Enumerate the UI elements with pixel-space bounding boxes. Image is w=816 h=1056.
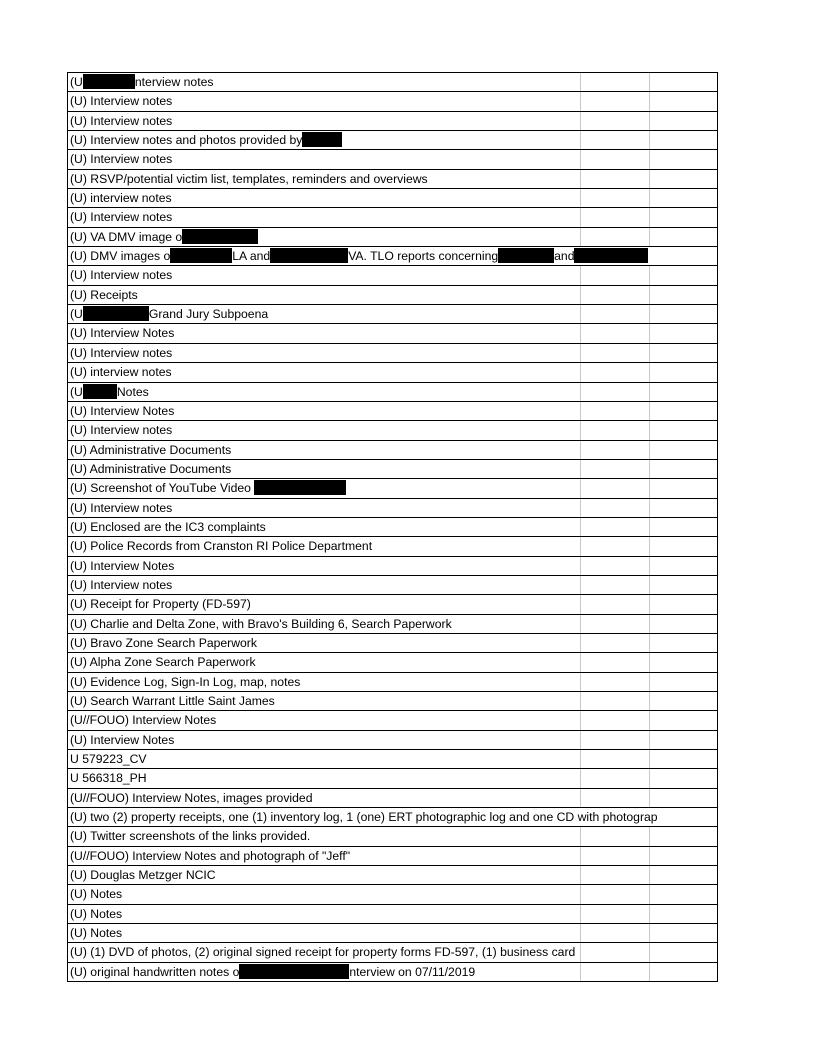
empty-cell (650, 499, 717, 517)
cell-text: (U) Enclosed are the IC3 complaints (70, 519, 266, 534)
empty-cell (581, 421, 650, 439)
empty-cell (581, 905, 650, 923)
cell-text: (U) Receipt for Property (FD-597) (70, 597, 251, 612)
cell-text: (U) interview notes (70, 191, 172, 206)
redaction-block (83, 74, 135, 89)
description-cell (68, 943, 581, 961)
empty-cell (581, 441, 650, 459)
empty-cell (650, 692, 717, 710)
description-cell (68, 885, 581, 903)
cell-text: (U) Interview notes (70, 423, 173, 438)
empty-cell (650, 750, 717, 768)
description-cell (68, 615, 581, 633)
table-row (68, 208, 717, 227)
description-cell (68, 286, 581, 304)
table-row (68, 305, 717, 324)
description-cell (68, 344, 581, 362)
description-cell (68, 653, 581, 671)
table-row (68, 827, 717, 846)
empty-cell (650, 266, 717, 284)
table-row (68, 653, 717, 672)
cell-text: (U) Interview notes (70, 577, 173, 592)
table-row (68, 615, 717, 634)
cell-text: and (554, 249, 575, 264)
empty-cell (650, 383, 717, 401)
cell-text: (U) Alpha Zone Search Paperwork (70, 655, 256, 670)
description-cell (68, 924, 581, 942)
description-cell (68, 131, 581, 149)
empty-cell (581, 885, 650, 903)
table-row (68, 789, 717, 808)
table-row (68, 189, 717, 208)
table-row (68, 537, 717, 556)
cell-text: (U (70, 75, 83, 89)
empty-cell (650, 402, 717, 420)
redaction-block (302, 132, 342, 147)
empty-cell (650, 576, 717, 594)
redaction-block (574, 248, 648, 263)
empty-cell (581, 92, 650, 110)
table-row (68, 963, 717, 982)
empty-cell (650, 769, 717, 787)
cell-text: (U) VA DMV image o (70, 229, 183, 244)
redaction-block (270, 248, 348, 263)
empty-cell (650, 324, 717, 342)
empty-cell (581, 363, 650, 381)
table-row (68, 711, 717, 730)
table-row (68, 692, 717, 711)
description-cell (68, 537, 581, 555)
cell-text: (U) Interview notes (70, 500, 173, 515)
empty-cell (581, 150, 650, 168)
empty-cell (581, 615, 650, 633)
empty-cell (650, 363, 717, 381)
empty-cell (650, 421, 717, 439)
cell-text: (U) Screenshot of YouTube Video (70, 481, 255, 496)
description-cell (68, 634, 581, 652)
empty-cell (650, 92, 717, 110)
empty-cell (581, 189, 650, 207)
table-row (68, 731, 717, 750)
redaction-block (239, 964, 349, 979)
description-cell (68, 150, 581, 168)
empty-cell (581, 943, 650, 961)
cell-text: (U) Interview Notes (70, 326, 175, 341)
empty-cell (581, 711, 650, 729)
empty-cell (581, 634, 650, 652)
empty-cell (581, 383, 650, 401)
empty-cell (581, 731, 650, 749)
empty-cell (650, 518, 717, 536)
description-cell (68, 305, 581, 323)
empty-cell (650, 208, 717, 226)
empty-cell (650, 344, 717, 362)
redaction-block (254, 480, 346, 495)
cell-text: (U) Interview notes (70, 210, 173, 225)
table-row (68, 518, 717, 537)
empty-cell (650, 441, 717, 459)
empty-cell (581, 963, 650, 981)
cell-text: (U) Administrative Documents (70, 442, 232, 457)
table-row (68, 402, 717, 421)
records-table (67, 72, 718, 982)
cell-text: (U) Administrative Documents (70, 461, 232, 476)
cell-text: (U) Interview notes (70, 152, 173, 167)
empty-cell (581, 324, 650, 342)
cell-text: (U) (1) DVD of photos, (2) original signed receipt for property forms FD-597, (1) business card (70, 945, 576, 960)
empty-cell (581, 131, 650, 149)
description-cell (68, 711, 581, 729)
redaction-block (83, 306, 149, 321)
empty-cell (650, 653, 717, 671)
description-cell (68, 479, 581, 497)
description-cell (68, 673, 581, 691)
table-row (68, 73, 717, 92)
description-cell (68, 441, 581, 459)
description-cell (68, 518, 581, 536)
redaction-block (170, 248, 232, 263)
description-cell (68, 421, 581, 439)
table-row (68, 750, 717, 769)
description-cell (68, 402, 581, 420)
empty-cell (650, 460, 717, 478)
cell-text: (U) Interview Notes (70, 558, 175, 573)
empty-cell (650, 228, 717, 246)
table-row (68, 363, 717, 382)
empty-cell (581, 537, 650, 555)
empty-cell (581, 73, 650, 91)
cell-text: (U) RSVP/potential victim list, templates, reminders and overviews (70, 171, 428, 186)
table-row (68, 170, 717, 189)
empty-cell (650, 112, 717, 130)
table-row (68, 673, 717, 692)
empty-cell (581, 344, 650, 362)
table-row (68, 286, 717, 305)
description-cell (68, 595, 581, 613)
empty-cell (650, 673, 717, 691)
empty-cell (650, 866, 717, 884)
empty-cell (581, 673, 650, 691)
empty-cell (581, 228, 650, 246)
cell-text: VA. TLO reports concerning (348, 249, 499, 264)
description-cell (68, 92, 581, 110)
table-row (68, 228, 717, 247)
table-row (68, 557, 717, 576)
description-cell (68, 827, 581, 845)
empty-cell (581, 557, 650, 575)
description-cell (68, 847, 581, 865)
table-row (68, 266, 717, 285)
empty-cell (650, 943, 717, 961)
table-row (68, 131, 717, 150)
cell-text: (U) Notes (70, 926, 123, 941)
cell-text: (U) Interview Notes (70, 403, 175, 418)
empty-cell (581, 692, 650, 710)
table-row (68, 383, 717, 402)
empty-cell (581, 827, 650, 845)
empty-cell (581, 112, 650, 130)
empty-cell (581, 595, 650, 613)
empty-cell (581, 479, 650, 497)
cell-text: (U) Interview notes (70, 268, 173, 283)
table-row (68, 150, 717, 169)
table-row (68, 595, 717, 614)
table-row (68, 460, 717, 479)
empty-cell (581, 518, 650, 536)
table-row (68, 499, 717, 518)
description-cell (68, 383, 581, 401)
empty-cell (581, 266, 650, 284)
empty-cell (581, 789, 650, 807)
description-cell (68, 499, 581, 517)
empty-cell (581, 769, 650, 787)
cell-text: (U) Interview notes (70, 113, 173, 128)
empty-cell (581, 305, 650, 323)
description-cell (68, 112, 581, 130)
description-cell (68, 692, 581, 710)
empty-cell (581, 576, 650, 594)
cell-text: (U) original handwritten notes o (70, 964, 240, 979)
cell-text: (U (70, 384, 83, 399)
cell-text: (U) Search Warrant Little Saint James (70, 694, 275, 708)
cell-text: Grand Jury Subpoena (148, 307, 269, 322)
cell-text: (U) Notes (70, 887, 123, 902)
empty-cell (650, 286, 717, 304)
description-cell (68, 731, 581, 749)
description-cell (68, 808, 717, 826)
cell-text: Notes (116, 384, 149, 399)
table-row (68, 344, 717, 363)
empty-cell (581, 286, 650, 304)
description-cell (68, 363, 581, 381)
empty-cell (650, 634, 717, 652)
description-cell (68, 557, 581, 575)
cell-text: (U) Interview notes and photos provided by (70, 133, 303, 148)
cell-text: (U) DMV images o (70, 249, 171, 264)
cell-text: (U//FOUO) Interview Notes, images provided (70, 790, 313, 805)
empty-cell (650, 924, 717, 942)
description-cell (68, 769, 581, 787)
cell-text: (U) Police Records from Cranston RI Police Department (70, 539, 373, 554)
table-row (68, 324, 717, 343)
cell-text: (U//FOUO) Interview Notes (70, 713, 217, 728)
empty-cell (650, 827, 717, 845)
description-cell (68, 576, 581, 594)
redaction-block (182, 229, 258, 244)
cell-text: U 566318_PH (70, 771, 147, 786)
cell-text: (U) Evidence Log, Sign-In Log, map, notes (70, 674, 301, 689)
cell-text: (U) Bravo Zone Search Paperwork (70, 635, 257, 650)
description-cell (68, 963, 581, 981)
description-cell (68, 247, 717, 265)
cell-text: (U//FOUO) Interview Notes and photograph of "Jeff" (70, 848, 351, 863)
table-row (68, 112, 717, 131)
description-cell (68, 208, 581, 226)
empty-cell (650, 711, 717, 729)
empty-cell (581, 866, 650, 884)
cell-text: (U) Interview notes (70, 94, 173, 109)
table-row (68, 576, 717, 595)
empty-cell (650, 595, 717, 613)
table-row (68, 421, 717, 440)
empty-cell (581, 170, 650, 188)
cell-text: (U) Douglas Metzger NCIC (70, 868, 216, 883)
empty-cell (650, 885, 717, 903)
table-row (68, 634, 717, 653)
empty-cell (581, 750, 650, 768)
empty-cell (581, 460, 650, 478)
empty-cell (650, 847, 717, 865)
empty-cell (650, 789, 717, 807)
empty-cell (650, 131, 717, 149)
cell-text: (U) two (2) property receipts, one (1) inventory log, 1 (one) ERT photographic log and one CD with photograp (70, 810, 658, 825)
description-cell (68, 905, 581, 923)
cell-text: (U) Notes (70, 906, 123, 921)
table-row (68, 905, 717, 924)
empty-cell (650, 189, 717, 207)
table-row (68, 847, 717, 866)
empty-cell (650, 73, 717, 91)
redaction-block (498, 248, 554, 263)
cell-text: (U) Interview notes (70, 345, 173, 360)
empty-cell (650, 615, 717, 633)
empty-cell (650, 170, 717, 188)
cell-text: (U) Interview Notes (70, 732, 175, 747)
table-row (68, 92, 717, 111)
table-row (68, 924, 717, 943)
description-cell (68, 189, 581, 207)
cell-text: (U) interview notes (70, 365, 172, 380)
description-cell (68, 866, 581, 884)
cell-text: (U) Charlie and Delta Zone, with Bravo's Building 6, Search Paperwork (70, 616, 452, 631)
table-row (68, 769, 717, 788)
cell-text: (U) Receipts (70, 287, 138, 302)
table-row (68, 808, 717, 827)
empty-cell (650, 963, 717, 981)
empty-cell (650, 479, 717, 497)
table-row (68, 479, 717, 498)
description-cell (68, 170, 581, 188)
cell-text: (U (70, 307, 83, 322)
empty-cell (650, 537, 717, 555)
empty-cell (581, 653, 650, 671)
empty-cell (581, 847, 650, 865)
table-row (68, 885, 717, 904)
empty-cell (581, 499, 650, 517)
description-cell (68, 750, 581, 768)
description-cell (68, 73, 581, 91)
empty-cell (650, 557, 717, 575)
cell-text: nterview notes (134, 75, 214, 89)
redaction-block (83, 384, 117, 399)
description-cell (68, 460, 581, 478)
empty-cell (650, 150, 717, 168)
table-row (68, 943, 717, 962)
description-cell (68, 789, 581, 807)
description-cell (68, 228, 581, 246)
empty-cell (581, 208, 650, 226)
description-cell (68, 324, 581, 342)
empty-cell (650, 305, 717, 323)
empty-cell (581, 924, 650, 942)
table-row (68, 441, 717, 460)
table-row (68, 247, 717, 266)
empty-cell (581, 402, 650, 420)
empty-cell (650, 905, 717, 923)
empty-cell (650, 731, 717, 749)
cell-text: U 579223_CV (70, 752, 147, 767)
cell-text: nterview on 07/11/2019 (349, 964, 476, 979)
table-row (68, 866, 717, 885)
description-cell (68, 266, 581, 284)
cell-text: LA and (232, 249, 271, 264)
cell-text: (U) Twitter screenshots of the links provided. (70, 829, 311, 844)
